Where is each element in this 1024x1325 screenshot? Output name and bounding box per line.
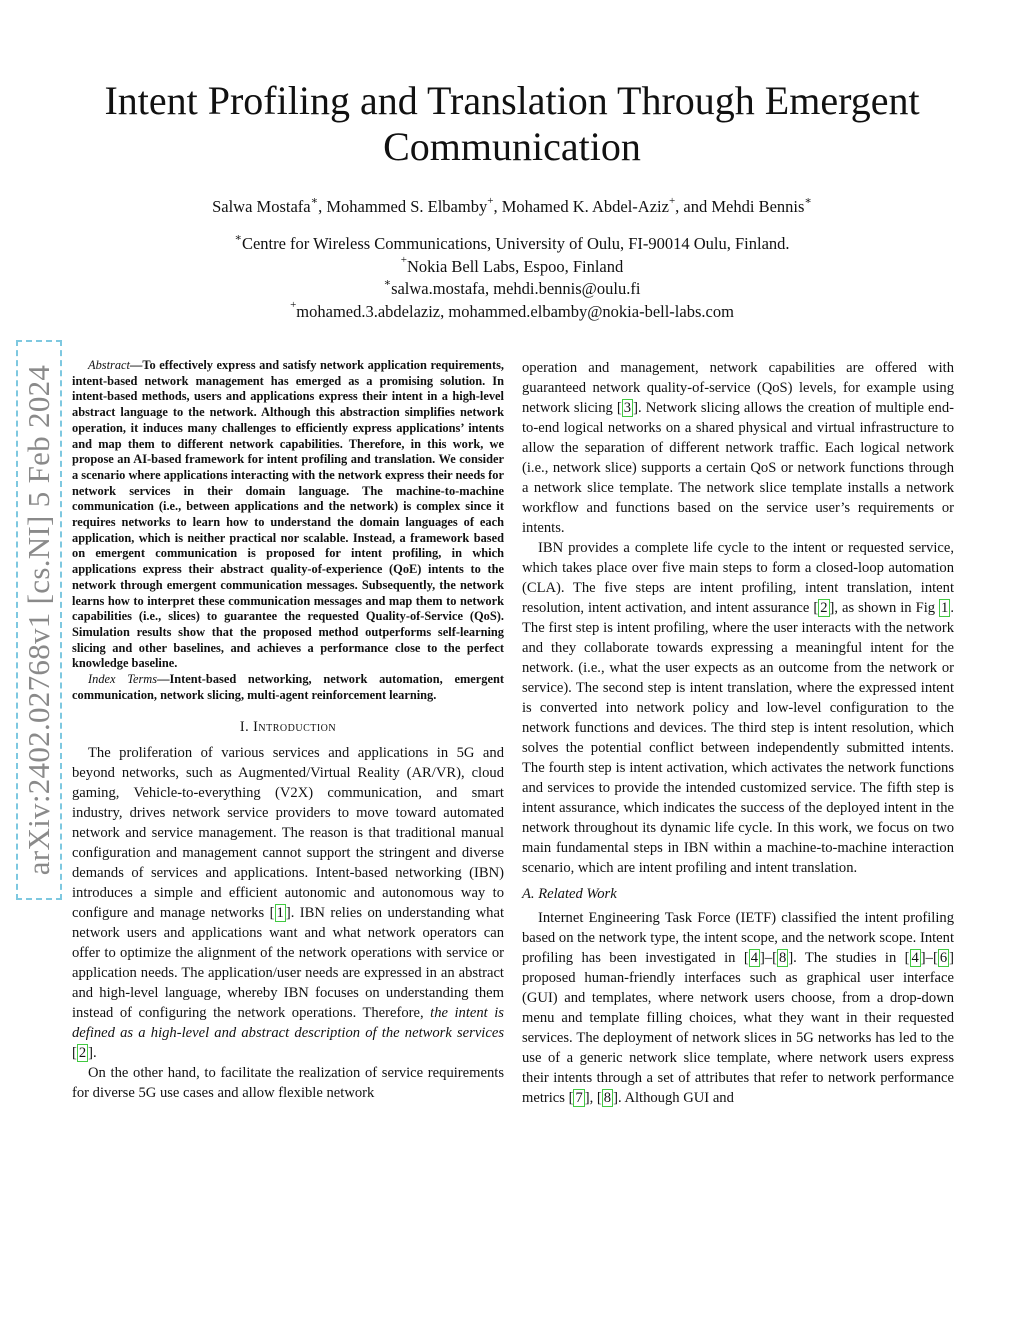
email-text: salwa.mostafa, mehdi.bennis@oulu.fi: [391, 279, 641, 298]
author-name: Mohammed S. Elbamby: [326, 197, 488, 216]
left-column: [72, 358, 504, 1103]
paragraph: Internet Engineering Task Force (IETF) classified the intent profiling based on the network type, the intent scope, and the network scope. Intent profiling has been investigated in [ 4 ]–[ 8 ]. The studies in [ 4 ]–[ 6 ] proposed human-friendly interfaces such as graphical user interface (GUI) and templates, where network users choose, from a drop-down menu and template filling choices, what they want in their requested services. The deployment of network slices in 5G networks has led to the use of a generic network slice template, where network users express their intents through a set of attributes that refer to network performance metrics [ 7 ], [ 8 ]. Although GUI and: [522, 910, 954, 1106]
email-line: [70, 278, 954, 301]
subsection-heading: A. Related Work: [522, 886, 617, 902]
paper-title: Intent Profiling and Translation Through Emergent Communication: [104, 78, 920, 169]
affiliation-text: Nokia Bell Labs, Espoo, Finland: [406, 256, 624, 276]
index-terms-text: —Intent-based networking, network automation, emergent communication, network slicing, multi-agent reinforcement learning.: [72, 672, 504, 702]
figure-link[interactable]: 1: [941, 600, 949, 616]
author-name: Mohamed K. Abdel-Aziz: [501, 197, 669, 216]
affiliations: [70, 233, 954, 323]
affiliation-line: [70, 233, 954, 256]
affil-mark: ∗: [310, 194, 319, 207]
paragraph: The proliferation of various services and applications in 5G and beyond networks, such as Augmented/Virtual Reality (AR/VR), cloud gaming, Vehicle-to-everything (V2X) communication, and smart industry, drives network service providers to move toward automated network and service management. The reason is that traditional manual configuration and management cannot support the stringent and diverse demands of services and applications. Intent-based networking (IBN) introduces a simple and efficient autonomic and autonomous way to configure and manage networks [ 1 ]. IBN relies on understanding what network users and applications want and what network operators can offer to optimize the alignment of the network operations with service or application needs. The application/user needs are expressed in an abstract and high-level language, whereby IBN focuses on understanding them instead of configuring the network operations. Therefore, the intent is defined as a high-level and abstract description of the network services [ 2 ].: [72, 745, 504, 1062]
affil-mark: +: [290, 299, 297, 311]
citation-link[interactable]: 6: [939, 950, 948, 966]
email-line: [70, 301, 954, 324]
citation-link[interactable]: 7: [575, 1090, 583, 1106]
paragraph: IBN provides a complete life cycle to the intent or requested service, which takes place over five main steps to form a closed-loop automation (CLA). The five steps are intent profiling, intent translation, intent resolution, intent activation, and intent assurance [ 2 ], as shown in Fig 1 . The first step is intent profiling, where the user interacts with the network and they collaborate towards expressing a meaningful intent for the network. (i.e., what the user expects as an outcome from the network or service). The second step is intent translation, where the expressed intent is converted into network policy and low-level configuration to the network functions and devices. The third step is intent resolution, which solves the potential conflict between independently submitted intents. The fourth step is intent activation, which activates the network functions and services to provide the intended customized service. The fifth step is intent assurance, which indicates the success of the deployed intent in the network throughout its dynamic life cycle. In this work, we focus on two main fundamental steps in IBN within a machine-to-machine interaction scenario, which are intent profiling and intent translation.: [522, 540, 954, 876]
citation-link[interactable]: 8: [603, 1090, 612, 1106]
affil-mark: ∗: [804, 194, 812, 207]
index-terms: [72, 672, 504, 703]
affiliation-line: [70, 256, 954, 279]
citation-link[interactable]: 2: [820, 600, 828, 616]
paragraph: operation and management, network capabilities are offered with guaranteed network quality-of-service (QoS) levels, for example using network slicing [ 3 ]. Network slicing allows the creation of multiple end-to-end logical networks on a shared physical and virtual infrastructure to allow the separation of different network traffic. Each logical network (i.e., network slice) supports a certain QoS or network functions through a network slice template. The network slice template installs a network workflow and functions based on the service user’s requirements or intents.: [522, 360, 954, 536]
author-separator: , and: [675, 197, 712, 216]
author-name: Mehdi Bennis: [711, 197, 805, 216]
author-name: Salwa Mostafa: [212, 197, 311, 216]
abstract-text: —To effectively express and satisfy network application requirements, intent-based network management has emerged as a promising solution. In intent-based methods, users and applications express their intent in a high-level abstract language to the network. Although this abstraction simplifies network operation, it induces many challenges to efficiently express applications’ intents and map them to different network capabilities. Therefore, in this work, we propose an AI-based framework for intent profiling and translation. We consider a scenario where applications interacting with the network express their needs for network services in their domain language. The machine-to-machine communication (i.e., between applications and the network) is complex since it requires networks to learn how to understand the domain languages of each application, which is neither practical nor scalable. Instead, a framework based on emergent communication is proposed for intent profiling, in which applications express their abstract quality-of-experience (QoE) intents to the network through emergent communication messages. Subsequently, the network learns how to interpret these communication messages and map them to network capabilities (i.e., slices) to guarantee the requested Quality-of-Service (QoS). Simulation results show that the proposed method outperforms self-learning slicing and other baselines, and achieves a performance close to the perfect knowledge baseline.: [72, 358, 504, 671]
abstract: [72, 358, 504, 672]
emphasis-text: the intent is defined as a high-level and abstract description of the network services: [72, 1005, 504, 1042]
arxiv-id: arXiv:2402.02768v1 [cs.NI] 5 Feb 2024: [21, 364, 56, 876]
citation-link[interactable]: 4: [750, 950, 758, 966]
arxiv-stamp[interactable]: [16, 340, 62, 900]
citation-link[interactable]: 2: [78, 1045, 87, 1062]
affil-mark: ∗: [383, 276, 392, 289]
affil-mark: +: [668, 194, 676, 207]
affil-mark: ∗: [234, 231, 242, 244]
affiliation-text: Centre for Wireless Communications, University of Oulu, FI-90014 Oulu, Finland.: [241, 234, 790, 253]
author-list: Salwa Mostafa∗, Mohammed S. Elbamby+, Mohamed K. Abdel-Aziz+, and Mehdi Bennis∗: [212, 194, 812, 216]
email-text: mohamed.3.abdelaziz, mohammed.elbamby@nokia-bell-labs.com: [296, 301, 734, 321]
right-column: [522, 358, 954, 1108]
affil-mark: +: [400, 254, 407, 266]
citation-link[interactable]: 1: [276, 905, 284, 922]
abstract-label: Abstract: [88, 358, 130, 372]
paragraph: On the other hand, to facilitate the realization of service requirements for diverse 5G use cases and allow flexible network: [72, 1065, 504, 1102]
affil-mark: +: [487, 194, 494, 207]
citation-link[interactable]: 8: [779, 950, 787, 966]
citation-link[interactable]: 3: [623, 400, 632, 416]
citation-link[interactable]: 4: [911, 950, 919, 966]
section-heading: I. Introduction: [239, 719, 337, 736]
index-terms-label: Index Terms: [88, 672, 158, 687]
